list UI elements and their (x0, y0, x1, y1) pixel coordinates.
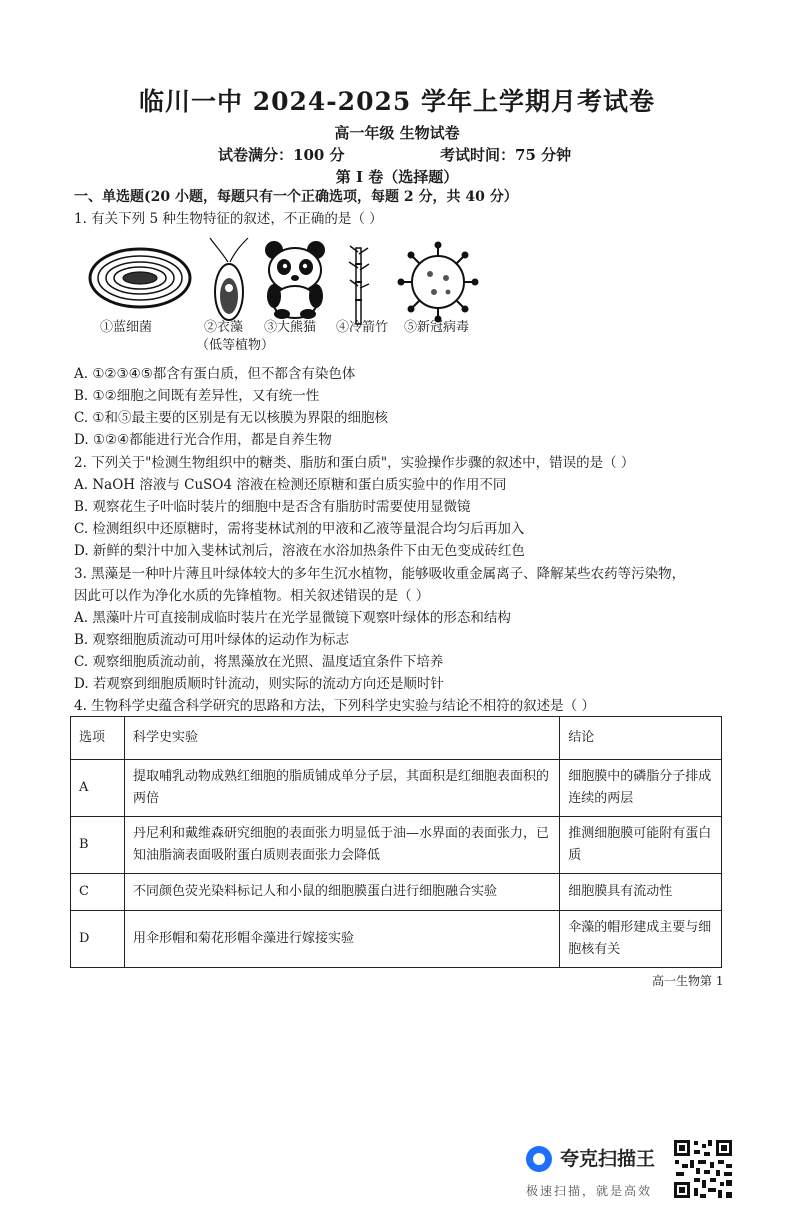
section-heading: 一、单选题(20 小题，每题只有一个正确选项，每题 2 分，共 40 分） (74, 189, 518, 205)
scanner-watermark (522, 1138, 742, 1204)
q3-option-c: C. 观察细胞质流动前，将黑藻放在光照、温度适宜条件下培养 (74, 654, 444, 670)
table-row (71, 911, 722, 968)
q2-option-c: C. 检测组织中还原糖时，需将斐林试剂的甲液和乙液等量混合均匀后再加入 (74, 521, 525, 537)
row-experiment: 提取哺乳动物成熟红细胞的脂质铺成单分子层，其面积是红细胞表面积的两倍 (124, 760, 559, 817)
q3-stem-line1: 3. 黑藻是一种叶片薄且叶绿体较大的多年生沉水植物，能够吸收重金属离子、降解某些农药等污染物， (74, 566, 686, 582)
row-experiment: 不同颜色荧光染料标记人和小鼠的细胞膜蛋白进行细胞融合实验 (124, 874, 559, 911)
row-option: D (71, 911, 125, 968)
exam-title: 临川一中 2024-2025 学年上学期月考试卷 (139, 87, 655, 116)
header-conclusion: 结论 (560, 717, 722, 760)
q3-option-a: A. 黑藻叶片可直接制成临时装片在光学显微镜下观察叶绿体的形态和结构 (74, 610, 511, 626)
header-option: 选项 (71, 717, 125, 760)
scanner-name: 夸克扫描王 (560, 1148, 656, 1170)
table-header-row (71, 717, 722, 760)
page-number: 高一生物第 1 (652, 974, 724, 988)
q1-option-b: B. ①②细胞之间既有差异性，又有统一性 (74, 388, 320, 404)
table-row (71, 817, 722, 874)
row-option: B (71, 817, 125, 874)
part-title: 第 I 卷（选择题） (335, 168, 459, 186)
exam-subtitle: 高一年级 生物试卷 (334, 124, 460, 142)
q3-stem-line2: 因此可以作为净化水质的先锋植物。相关叙述错误的是（ ） (74, 588, 430, 604)
row-conclusion: 伞藻的帽形建成主要与细胞核有关 (560, 911, 722, 968)
q2-option-a: A. NaOH 溶液与 CuSO4 溶液在检测还原糖和蛋白质实验中的作用不同 (74, 477, 507, 493)
chlamydomonas-figure (206, 236, 252, 326)
caption-chlamydomonas: ②衣藻 (204, 320, 244, 335)
row-experiment: 用伞形帽和菊花形帽伞藻进行嫁接实验 (124, 911, 559, 968)
row-option: A (71, 760, 125, 817)
qr-code-icon (672, 1138, 734, 1200)
q1-option-c: C. ①和⑤最主要的区别是有无以核膜为界限的细胞核 (74, 410, 389, 426)
row-option: C (71, 874, 125, 911)
coronavirus-figure (396, 240, 480, 324)
q1-option-d: D. ①②④都能进行光合作用，都是自养生物 (74, 432, 332, 448)
full-score: 试卷满分：100 分 (218, 146, 345, 164)
q2-option-b: B. 观察花生子叶临时装片的细胞中是否含有脂肪时需要使用显微镜 (74, 499, 471, 515)
table-row (71, 874, 722, 911)
row-conclusion: 推测细胞膜可能附有蛋白质 (560, 817, 722, 874)
q3-option-b: B. 观察细胞质流动可用叶绿体的运动作为标志 (74, 632, 350, 648)
header-experiment: 科学史实验 (124, 717, 559, 760)
caption-chlamydomonas-note: （低等植物） (196, 338, 275, 353)
row-experiment: 丹尼利和戴维森研究细胞的表面张力明显低于油—水界面的表面张力，已知油脂滴表面吸附蛋白质则表面张力会降低 (124, 817, 559, 874)
scanner-logo-icon (526, 1146, 552, 1172)
caption-bamboo: ④冷箭竹 (336, 320, 389, 335)
scanner-slogan: 极速扫描，就是高效 (526, 1184, 653, 1198)
q2-stem: 2. 下列关于"检测生物组织中的糖类、脂肪和蛋白质"，实验操作步骤的叙述中，错误的是（ ） (74, 455, 635, 471)
exam-time: 考试时间：75 分钟 (440, 146, 572, 164)
row-conclusion: 细胞膜具有流动性 (560, 874, 722, 911)
q1-stem: 1. 有关下列 5 种生物特征的叙述，不正确的是（ ） (74, 211, 383, 227)
table-row (71, 760, 722, 817)
science-history-table (70, 716, 722, 968)
caption-coronavirus: ⑤新冠病毒 (404, 320, 470, 335)
q1-option-a: A. ①②③④⑤都含有蛋白质，但不都含有染色体 (74, 366, 356, 382)
panda-figure (262, 240, 328, 320)
row-conclusion: 细胞膜中的磷脂分子排成连续的两层 (560, 760, 722, 817)
q3-option-d: D. 若观察到细胞质顺时针流动，则实际的流动方向还是顺时针 (74, 676, 444, 692)
bamboo-figure (348, 244, 370, 326)
q2-option-d: D. 新鲜的梨汁中加入斐林试剂后，溶液在水浴加热条件下由无色变成砖红色 (74, 543, 525, 559)
q4-stem: 4. 生物科学史蕴含科学研究的思路和方法，下列科学史实验与结论不相符的叙述是（ ） (74, 698, 595, 714)
caption-panda: ③大熊猫 (264, 320, 317, 335)
cyanobacteria-figure (88, 246, 192, 310)
q1-figures (86, 236, 506, 356)
caption-cyanobacteria: ①蓝细菌 (100, 320, 153, 335)
